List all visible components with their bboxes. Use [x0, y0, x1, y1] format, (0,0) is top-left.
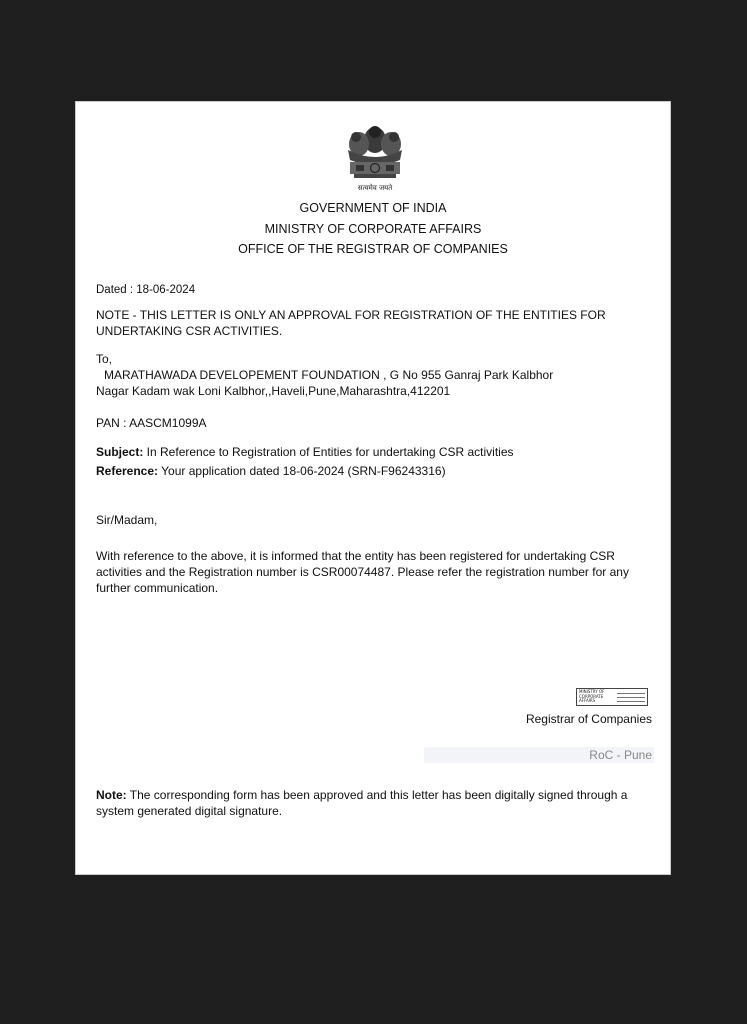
reference-line [96, 464, 446, 478]
national-emblem-icon [340, 120, 410, 198]
emblem-motto: सत्यमेव जयते [357, 184, 393, 192]
roc-office: RoC - Pune [424, 747, 654, 763]
recipient-to: To, [96, 352, 113, 366]
footer-note [96, 787, 656, 819]
footer-note-text: The corresponding form has been approved and this letter has been digitally signed through a system generated digital signature. [96, 788, 628, 818]
letter-header [76, 198, 670, 260]
reference-text: Your application dated 18-06-2024 (SRN-F96243316) [158, 464, 446, 478]
subject-line [96, 445, 514, 459]
header-ministry: MINISTRY OF CORPORATE AFFAIRS [264, 221, 482, 236]
header-office: OFFICE OF THE REGISTRAR OF COMPANIES [238, 242, 508, 256]
footer-note-label: Note: [96, 788, 127, 802]
registrar-title: Registrar of Companies [525, 712, 652, 726]
letter-body: With reference to the above, it is informed that the entity has been registered for undertaking CSR activities and the Registration number is CSR00074487. Please refer the registration number for any further communication. [96, 549, 629, 595]
header-government: GOVERNMENT OF INDIA [299, 201, 447, 215]
reference-label: Reference: [96, 464, 159, 478]
approval-note: NOTE - THIS LETTER IS ONLY AN APPROVAL FOR REGISTRATION OF THE ENTITIES FOR UNDERTAKING CSR ACTIVITIES. [96, 308, 606, 338]
letter-page [75, 101, 671, 875]
letter-date: Dated : 18-06-2024 [96, 284, 196, 296]
recipient-address [96, 367, 656, 399]
salutation: Sir/Madam, [96, 513, 158, 527]
stamp-text: MINISTRY OF CORPORATE AFFAIRS [579, 689, 605, 703]
subject-text: In Reference to Registration of Entities for undertaking CSR activities [143, 445, 514, 459]
subject-label: Subject: [96, 445, 144, 459]
address-line-2: Nagar Kadam wak Loni Kalbhor,,Haveli,Pune,Maharashtra,412201 [96, 384, 451, 398]
address-line-1: MARATHAWADA DEVELOPEMENT FOUNDATION , G No 955 Ganraj Park Kalbhor [104, 368, 554, 382]
digital-signature-stamp [576, 688, 648, 706]
pan-number: PAN : AASCM1099A [96, 416, 207, 430]
stamp-lines [617, 689, 647, 705]
